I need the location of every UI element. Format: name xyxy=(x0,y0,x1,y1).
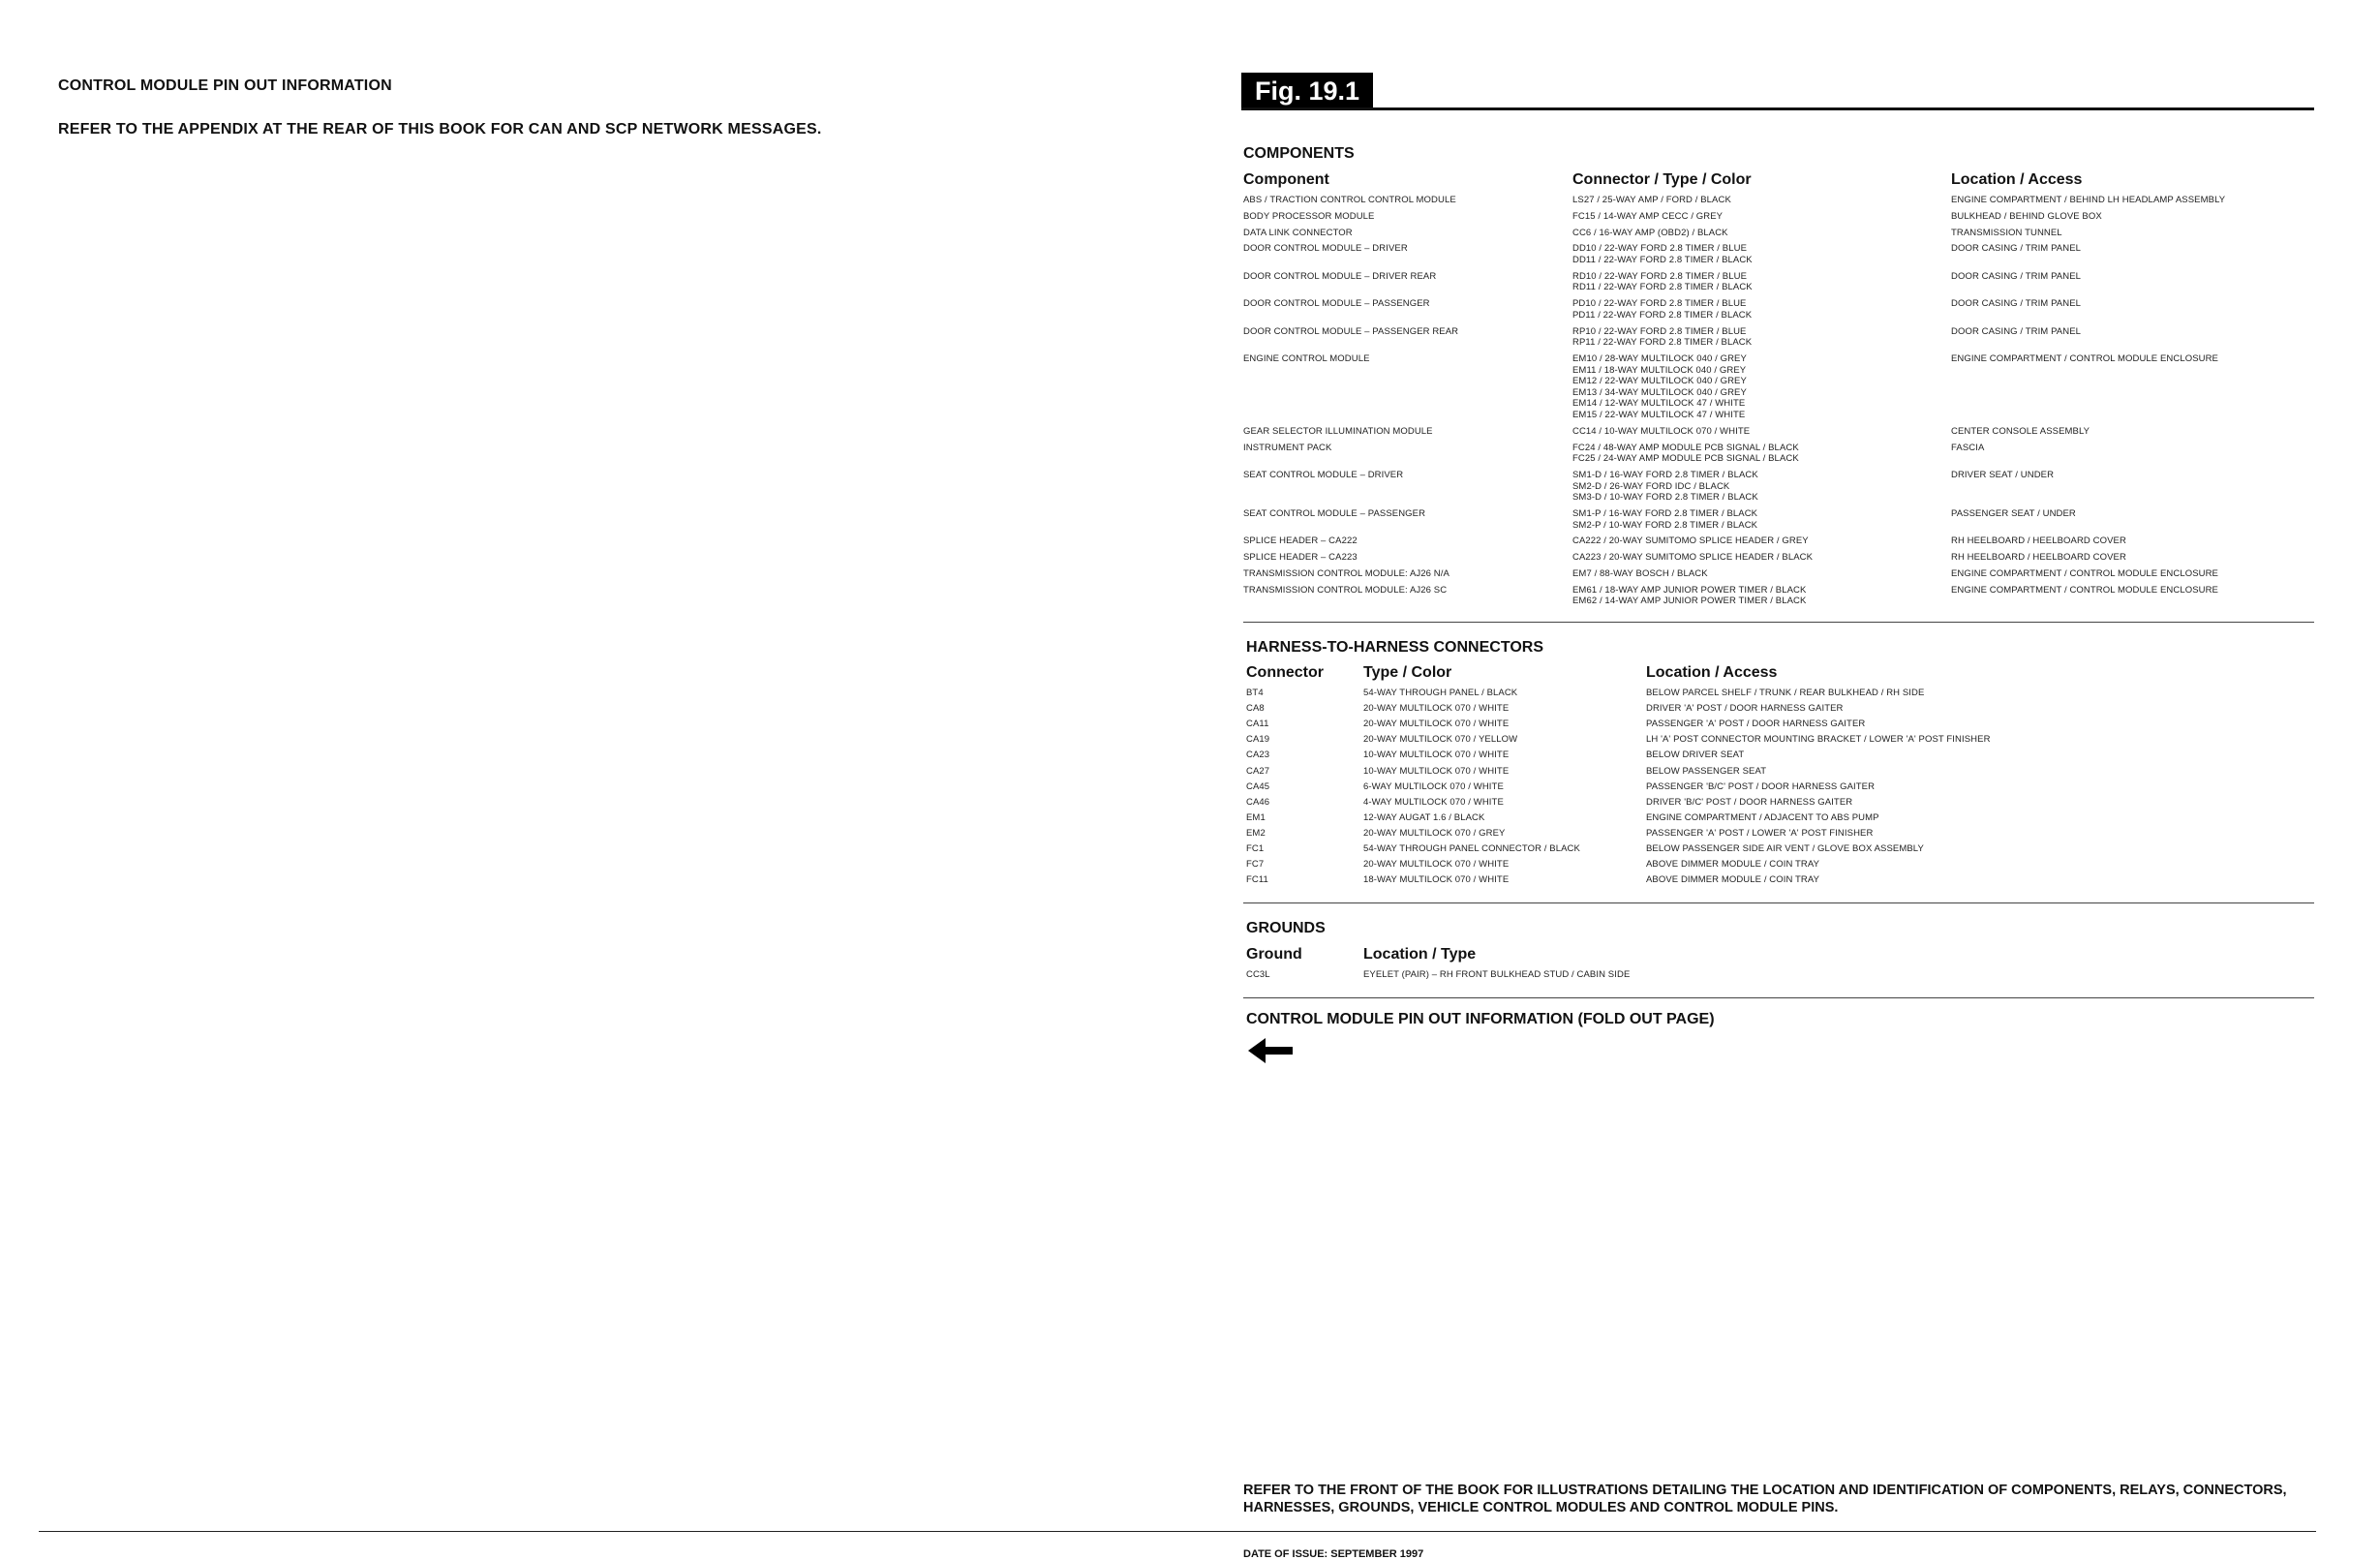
harness-connector: EM1 xyxy=(1246,811,1266,823)
components-title: COMPONENTS xyxy=(1243,145,1355,162)
connector-spec: EM62 / 14-WAY AMP JUNIOR POWER TIMER / BLACK xyxy=(1572,596,1807,607)
component-connectors xyxy=(1572,508,1757,531)
harness-location: DRIVER 'A' POST / DOOR HARNESS GAITER xyxy=(1646,703,1844,715)
connector-spec: LS27 / 25-WAY AMP / FORD / BLACK xyxy=(1572,195,1731,205)
component-name: DOOR CONTROL MODULE – PASSENGER REAR xyxy=(1243,325,1459,337)
harness-type: 20-WAY MULTILOCK 070 / WHITE xyxy=(1363,703,1510,715)
harness-connector: CA11 xyxy=(1246,719,1269,730)
harness-location: BELOW PASSENGER SIDE AIR VENT / GLOVE BOX ASSEMBLY xyxy=(1646,843,1924,854)
left-page-note: REFER TO THE APPENDIX AT THE REAR OF THIS BOOK FOR CAN AND SCP NETWORK MESSAGES. xyxy=(58,121,822,138)
component-name: DATA LINK CONNECTOR xyxy=(1243,227,1353,238)
component-name: BODY PROCESSOR MODULE xyxy=(1243,210,1375,222)
connector-spec: CC6 / 16-WAY AMP (OBD2) / BLACK xyxy=(1572,227,1728,238)
component-location: DOOR CASING / TRIM PANEL xyxy=(1951,270,2082,282)
harness-type: 10-WAY MULTILOCK 070 / WHITE xyxy=(1363,765,1510,777)
component-name: ABS / TRACTION CONTROL CONTROL MODULE xyxy=(1243,195,1456,205)
components-header-component: Component xyxy=(1243,171,1329,188)
component-location: DOOR CASING / TRIM PANEL xyxy=(1951,298,2082,310)
harness-type: 12-WAY AUGAT 1.6 / BLACK xyxy=(1363,811,1485,823)
footer-rule xyxy=(39,1531,2316,1532)
component-connectors xyxy=(1572,353,1747,421)
component-connectors xyxy=(1572,271,1753,293)
component-name: SPLICE HEADER – CA223 xyxy=(1243,552,1358,564)
component-location: DOOR CASING / TRIM PANEL xyxy=(1951,243,2082,255)
connector-spec: RD11 / 22-WAY FORD 2.8 TIMER / BLACK xyxy=(1572,282,1753,293)
component-location: ENGINE COMPARTMENT / BEHIND LH HEADLAMP ASSEMBLY xyxy=(1951,195,2226,205)
harness-connector: FC11 xyxy=(1246,874,1268,886)
harness-location: ABOVE DIMMER MODULE / COIN TRAY xyxy=(1646,859,1820,871)
components-table xyxy=(1243,195,2312,611)
component-name: SPLICE HEADER – CA222 xyxy=(1243,535,1358,547)
component-location: ENGINE COMPARTMENT / CONTROL MODULE ENCLOSURE xyxy=(1951,584,2218,596)
component-connectors xyxy=(1572,228,1728,239)
harness-location: ENGINE COMPARTMENT / ADJACENT TO ABS PUMP xyxy=(1646,811,1879,823)
harness-connector: FC1 xyxy=(1246,843,1265,854)
harness-header-connector: Connector xyxy=(1246,664,1324,681)
components-header-location: Location / Access xyxy=(1951,171,2083,188)
connector-spec: CA222 / 20-WAY SUMITOMO SPLICE HEADER / GREY xyxy=(1572,535,1809,547)
figure-label: Fig. 19.1 xyxy=(1241,73,1373,109)
harness-type: 6-WAY MULTILOCK 070 / WHITE xyxy=(1363,780,1504,792)
component-name: DOOR CONTROL MODULE – DRIVER xyxy=(1243,243,1408,255)
harness-type: 4-WAY MULTILOCK 070 / WHITE xyxy=(1363,796,1504,808)
connector-spec: EM12 / 22-WAY MULTILOCK 040 / GREY xyxy=(1572,376,1747,387)
harness-title: HARNESS-TO-HARNESS CONNECTORS xyxy=(1246,639,1543,656)
component-name: DOOR CONTROL MODULE – PASSENGER xyxy=(1243,298,1430,310)
component-connectors xyxy=(1572,535,1809,547)
connector-spec: FC25 / 24-WAY AMP MODULE PCB SIGNAL / BLACK xyxy=(1572,453,1799,465)
component-location: FASCIA xyxy=(1951,442,1985,453)
connector-spec: SM2-P / 10-WAY FORD 2.8 TIMER / BLACK xyxy=(1572,519,1758,531)
connector-spec: SM2-D / 26-WAY FORD IDC / BLACK xyxy=(1572,480,1730,492)
harness-table xyxy=(1246,688,2311,891)
harness-header-type: Type / Color xyxy=(1363,664,1452,681)
harness-type: 20-WAY MULTILOCK 070 / WHITE xyxy=(1363,859,1510,871)
connector-spec: FC24 / 48-WAY AMP MODULE PCB SIGNAL / BLACK xyxy=(1572,442,1799,453)
component-name: DOOR CONTROL MODULE – DRIVER REAR xyxy=(1243,270,1437,282)
component-location: TRANSMISSION TUNNEL xyxy=(1951,227,2062,238)
component-name: SEAT CONTROL MODULE – DRIVER xyxy=(1243,470,1404,480)
component-location: CENTER CONSOLE ASSEMBLY xyxy=(1951,425,2090,437)
connector-spec: EM15 / 22-WAY MULTILOCK 47 / WHITE xyxy=(1572,409,1746,420)
connector-spec: EM13 / 34-WAY MULTILOCK 040 / GREY xyxy=(1572,386,1747,398)
arrow-left-icon[interactable] xyxy=(1248,1036,1295,1065)
connector-spec: SM1-D / 16-WAY FORD 2.8 TIMER / BLACK xyxy=(1572,470,1758,480)
harness-header-location: Location / Access xyxy=(1646,664,1778,681)
connector-spec: CA223 / 20-WAY SUMITOMO SPLICE HEADER / BLACK xyxy=(1572,552,1814,564)
harness-location: PASSENGER 'B/C' POST / DOOR HARNESS GAITER xyxy=(1646,780,1876,792)
grounds-title: GROUNDS xyxy=(1246,920,1326,936)
footer-note: REFER TO THE FRONT OF THE BOOK FOR ILLUSTRATIONS DETAILING THE LOCATION AND IDENTIFICATION OF COMPONENTS, RELAYS, CONNECTORS, HARNESSES, GROUNDS, VEHICLE CONTROL MODULES AND CONTROL MODULE PINS. xyxy=(1243,1483,2287,1515)
component-connectors xyxy=(1572,243,1753,265)
connector-spec: RD10 / 22-WAY FORD 2.8 TIMER / BLUE xyxy=(1572,270,1748,282)
harness-type: 20-WAY MULTILOCK 070 / YELLOW xyxy=(1363,734,1518,746)
harness-connector: BT4 xyxy=(1246,688,1264,698)
component-connectors xyxy=(1572,211,1723,223)
component-location: DOOR CASING / TRIM PANEL xyxy=(1951,325,2082,337)
component-connectors xyxy=(1572,195,1731,206)
component-location: BULKHEAD / BEHIND GLOVE BOX xyxy=(1951,210,2102,222)
component-connectors xyxy=(1572,585,1806,607)
component-location: RH HEELBOARD / HEELBOARD COVER xyxy=(1951,552,2126,564)
ground-id: CC3L xyxy=(1246,969,1270,980)
connector-spec: EM61 / 18-WAY AMP JUNIOR POWER TIMER / BLACK xyxy=(1572,584,1807,596)
connector-spec: DD10 / 22-WAY FORD 2.8 TIMER / BLUE xyxy=(1572,243,1748,255)
component-name: INSTRUMENT PACK xyxy=(1243,442,1332,453)
grounds-header-location: Location / Type xyxy=(1363,946,1477,963)
component-connectors xyxy=(1572,426,1750,438)
harness-connector: CA27 xyxy=(1246,765,1270,777)
component-name: GEAR SELECTOR ILLUMINATION MODULE xyxy=(1243,425,1433,437)
harness-connector: CA8 xyxy=(1246,703,1265,715)
harness-rule xyxy=(1243,902,2314,903)
grounds-table xyxy=(1246,969,2311,989)
harness-location: BELOW PASSENGER SEAT xyxy=(1646,765,1767,777)
connector-spec: CC14 / 10-WAY MULTILOCK 070 / WHITE xyxy=(1572,425,1751,437)
connector-spec: PD10 / 22-WAY FORD 2.8 TIMER / BLUE xyxy=(1572,298,1747,310)
component-name: TRANSMISSION CONTROL MODULE: AJ26 N/A xyxy=(1243,568,1449,579)
component-connectors xyxy=(1572,298,1752,321)
grounds-header-ground: Ground xyxy=(1246,946,1302,963)
harness-type: 18-WAY MULTILOCK 070 / WHITE xyxy=(1363,874,1510,886)
component-connectors xyxy=(1572,326,1752,349)
connector-spec: EM11 / 18-WAY MULTILOCK 040 / GREY xyxy=(1572,364,1747,376)
harness-location: BELOW PARCEL SHELF / TRUNK / REAR BULKHEAD / RH SIDE xyxy=(1646,688,1925,698)
component-location: ENGINE COMPARTMENT / CONTROL MODULE ENCLOSURE xyxy=(1951,568,2218,579)
harness-connector: FC7 xyxy=(1246,859,1265,871)
component-location: ENGINE COMPARTMENT / CONTROL MODULE ENCLOSURE xyxy=(1951,353,2218,364)
harness-location: PASSENGER 'A' POST / LOWER 'A' POST FINISHER xyxy=(1646,827,1874,839)
connector-spec: EM7 / 88-WAY BOSCH / BLACK xyxy=(1572,568,1708,579)
component-location: RH HEELBOARD / HEELBOARD COVER xyxy=(1951,535,2126,547)
harness-type: 20-WAY MULTILOCK 070 / WHITE xyxy=(1363,719,1510,730)
harness-connector: EM2 xyxy=(1246,827,1266,839)
connector-spec: EM10 / 28-WAY MULTILOCK 040 / GREY xyxy=(1572,353,1747,364)
components-rule xyxy=(1243,622,2314,623)
connector-spec: RP10 / 22-WAY FORD 2.8 TIMER / BLUE xyxy=(1572,325,1747,337)
harness-location: LH 'A' POST CONNECTOR MOUNTING BRACKET / LOWER 'A' POST FINISHER xyxy=(1646,734,1991,746)
harness-location: DRIVER 'B/C' POST / DOOR HARNESS GAITER xyxy=(1646,796,1853,808)
component-location: PASSENGER SEAT / UNDER xyxy=(1951,508,2076,519)
harness-connector: CA46 xyxy=(1246,796,1270,808)
connector-spec: FC15 / 14-WAY AMP CECC / GREY xyxy=(1572,210,1724,222)
harness-location: PASSENGER 'A' POST / DOOR HARNESS GAITER xyxy=(1646,719,1866,730)
harness-type: 20-WAY MULTILOCK 070 / GREY xyxy=(1363,827,1506,839)
connector-spec: PD11 / 22-WAY FORD 2.8 TIMER / BLACK xyxy=(1572,309,1753,321)
harness-connector: CA23 xyxy=(1246,749,1270,761)
harness-connector: CA19 xyxy=(1246,734,1270,746)
harness-connector: CA45 xyxy=(1246,780,1270,792)
connector-spec: EM14 / 12-WAY MULTILOCK 47 / WHITE xyxy=(1572,398,1746,410)
foldout-title: CONTROL MODULE PIN OUT INFORMATION (FOLD OUT PAGE) xyxy=(1246,1011,1715,1027)
component-connectors xyxy=(1572,470,1758,504)
figure-rule xyxy=(1241,107,2314,110)
components-header-connector: Connector / Type / Color xyxy=(1572,171,1752,188)
connector-spec: SM3-D / 10-WAY FORD 2.8 TIMER / BLACK xyxy=(1572,492,1758,504)
harness-location: BELOW DRIVER SEAT xyxy=(1646,749,1745,761)
component-location: DRIVER SEAT / UNDER xyxy=(1951,470,2055,480)
component-connectors xyxy=(1572,568,1708,580)
component-connectors xyxy=(1572,552,1813,564)
harness-type: 10-WAY MULTILOCK 070 / WHITE xyxy=(1363,749,1510,761)
component-name: ENGINE CONTROL MODULE xyxy=(1243,353,1370,364)
component-name: SEAT CONTROL MODULE – PASSENGER xyxy=(1243,508,1426,519)
connector-spec: RP11 / 22-WAY FORD 2.8 TIMER / BLACK xyxy=(1572,337,1753,349)
left-page-heading: CONTROL MODULE PIN OUT INFORMATION xyxy=(58,77,392,94)
harness-type: 54-WAY THROUGH PANEL CONNECTOR / BLACK xyxy=(1363,843,1580,854)
component-connectors xyxy=(1572,443,1799,465)
date-of-issue: DATE OF ISSUE: SEPTEMBER 1997 xyxy=(1243,1548,1424,1560)
harness-location: ABOVE DIMMER MODULE / COIN TRAY xyxy=(1646,874,1820,886)
harness-type: 54-WAY THROUGH PANEL / BLACK xyxy=(1363,688,1518,698)
grounds-rule xyxy=(1243,997,2314,998)
component-name: TRANSMISSION CONTROL MODULE: AJ26 SC xyxy=(1243,584,1448,596)
connector-spec: DD11 / 22-WAY FORD 2.8 TIMER / BLACK xyxy=(1572,254,1753,265)
connector-spec: SM1-P / 16-WAY FORD 2.8 TIMER / BLACK xyxy=(1572,508,1758,519)
ground-location: EYELET (PAIR) – RH FRONT BULKHEAD STUD / CABIN SIDE xyxy=(1363,969,1631,980)
